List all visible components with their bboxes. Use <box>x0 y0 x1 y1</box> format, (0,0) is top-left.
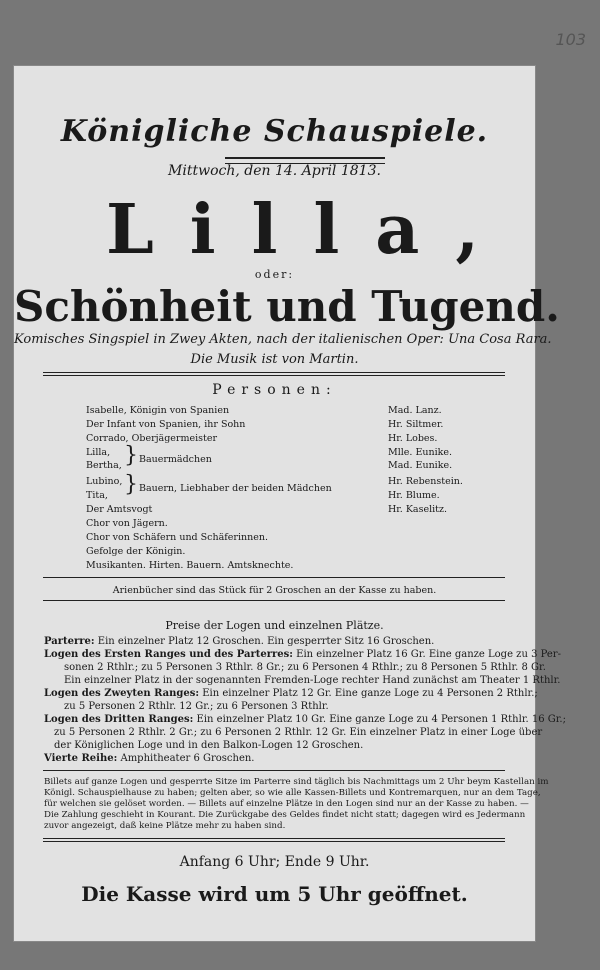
arias-note: Arienbücher sind das Stück für 2 Groschen an der Kasse zu haben. <box>112 585 437 596</box>
cast-actor: Mlle. Eunike. <box>388 447 453 458</box>
cast-actor: Mad. Lanz. <box>388 405 442 416</box>
cast-actor: Mad. Eunike. <box>388 460 453 471</box>
cast-group-label: Bauern, Liebhaber der beiden Mädchen <box>139 483 332 494</box>
archive-number: 103 <box>555 30 586 49</box>
brace: } <box>124 472 138 497</box>
divider <box>43 577 505 578</box>
divider <box>43 770 505 771</box>
price-label: Logen des Dritten Ranges: <box>44 714 194 725</box>
price-label: Logen des Zweyten Ranges: <box>44 688 200 699</box>
cast-heading: Personen: <box>212 382 337 398</box>
ticket-note: zuvor angezeigt, daß keine Plätze mehr zu haben sind. <box>44 821 286 831</box>
cast-role: Lubino, <box>86 476 123 487</box>
divider <box>43 600 505 601</box>
price-text: Ein einzelner Platz 10 Gr. Eine ganze Loge zu 4 Personen 1 Rthlr. 16 Gr.; <box>196 714 566 725</box>
cast-actor: Hr. Lobes. <box>388 433 438 444</box>
price-line: Ein einzelner Platz in der sogenannten Fremden-Loge rechter Hand zunächst am Theater 1 Rthlr. <box>64 675 561 686</box>
price-rang2 <box>44 688 538 699</box>
theatre-heading: Königliche Schauspiele. <box>60 114 489 149</box>
performance-date: Mittwoch, den 14. April 1813. <box>168 163 381 179</box>
price-parterre <box>44 636 434 647</box>
price-text: Ein einzelner Platz 12 Groschen. Ein gesperrter Sitz 16 Groschen. <box>97 636 435 647</box>
cast-role: Chor von Jägern. <box>86 518 168 529</box>
cast-actor: Hr. Blume. <box>388 490 440 501</box>
cast-role: Isabelle, Königin von Spanien <box>86 405 230 416</box>
price-rang4 <box>44 753 255 764</box>
play-subtitle: Schönheit und Tugend. <box>14 282 560 331</box>
price-text: Ein einzelner Platz 16 Gr. Eine ganze Loge zu 3 Per- <box>296 649 561 660</box>
price-label: Logen des Ersten Ranges und des Parterres: <box>44 649 293 660</box>
cast-role: Bertha, <box>86 460 122 471</box>
cast-role: Der Infant von Spanien, ihr Sohn <box>86 419 246 430</box>
cast-group-label: Bauermädchen <box>139 454 212 465</box>
cast-role: Chor von Schäfern und Schäferinnen. <box>86 532 268 543</box>
ticket-note: Billets auf ganze Logen und gesperrte Sitze im Parterre sind täglich bis Nachmittags um 2 Uhr beym Kastellan im <box>44 777 549 787</box>
performance-times: Anfang 6 Uhr; Ende 9 Uhr. <box>179 854 370 870</box>
price-label: Vierte Reihe: <box>44 753 118 764</box>
cast-role: Tita, <box>86 490 108 501</box>
composer-line: Die Musik ist von Martin. <box>190 352 359 367</box>
cast-role: Gefolge der Königin. <box>86 546 186 557</box>
price-text: Ein einzelner Platz 12 Gr. Eine ganze Loge zu 4 Personen 2 Rthlr.; <box>202 688 538 699</box>
play-title: Lilla, <box>105 190 516 270</box>
cast-role: Lilla, <box>86 447 111 458</box>
title-connector: oder: <box>254 268 295 281</box>
playbill-page <box>14 66 566 941</box>
price-label: Parterre: <box>44 636 95 647</box>
price-line: sonen 2 Rthlr.; zu 5 Personen 3 Rthlr. 8 Gr.; zu 6 Personen 4 Rthlr.; zu 8 Personen 5 Rthlr. 8 Gr. <box>64 662 546 673</box>
ticket-note: Königl. Schauspielhause zu haben; gelten aber, so wie alle Kassen-Billets und Kontremarquen, nur an dem Tage, <box>44 788 541 798</box>
cast-role: Corrado, Oberjägermeister <box>86 433 217 444</box>
price-rang3 <box>44 714 566 725</box>
cast-actor: Hr. Kaselitz. <box>388 504 447 515</box>
cast-actor: Hr. Rebenstein. <box>388 476 463 487</box>
ticket-note: für welchen sie gelöset worden. — Billets auf einzelne Plätze in den Logen sind nur an der Kasse zu haben. — <box>44 799 529 809</box>
cast-role: Musikanten. Hirten. Bauern. Amtsknechte. <box>86 560 294 571</box>
price-line: der Königlichen Loge und in den Balkon-Logen 12 Groschen. <box>54 740 364 751</box>
price-line: zu 5 Personen 2 Rthlr. 2 Gr.; zu 6 Personen 2 Rthlr. 12 Gr. Ein einzelner Platz in einer Loge über <box>54 727 543 738</box>
ticket-note: Die Zahlung geschieht in Kourant. Die Zurückgabe des Geldes findet nicht statt; dagegen wird es Jedermann <box>44 810 526 820</box>
price-rang1 <box>44 649 561 660</box>
prices-heading: Preise der Logen und einzelnen Plätze. <box>165 619 384 632</box>
divider <box>43 372 505 376</box>
cast-actor: Hr. Siltmer. <box>388 419 444 430</box>
price-text: Amphitheater 6 Groschen. <box>120 753 255 764</box>
box-office-opening: Die Kasse wird um 5 Uhr geöffnet. <box>81 882 468 906</box>
genre-line: Komisches Singspiel in Zwey Akten, nach der italienischen Oper: Una Cosa Rara. <box>14 332 552 347</box>
price-line: zu 5 Personen 2 Rthlr. 12 Gr.; zu 6 Personen 3 Rthlr. <box>64 701 329 712</box>
brace: } <box>124 443 138 468</box>
cast-role: Der Amtsvogt <box>86 504 153 515</box>
divider <box>43 838 505 842</box>
